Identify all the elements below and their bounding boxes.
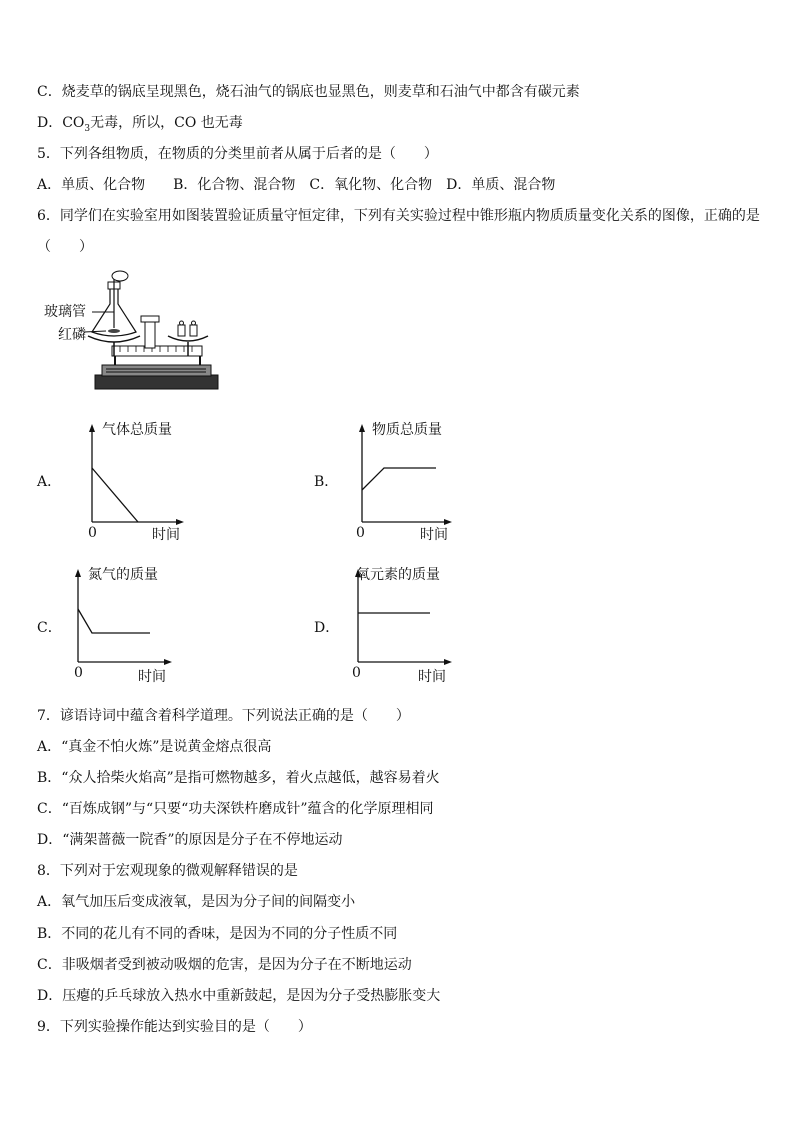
q6-option-c-label[interactable]: C． [37,620,62,636]
graph-a-line [92,468,138,522]
graph-c [66,565,186,690]
q8-stem: 8．下列对于宏观现象的微观解释错误的是 [37,863,298,879]
graph-c-line [78,609,150,633]
q7-option-c: C．“百炼成钢”与“只要“功夫深铁杵磨成针”蕴含的化学原理相同 [37,801,434,817]
graph-b-ylabel: 物质总质量 [372,422,442,438]
graph-a [80,420,200,545]
balance-apparatus-figure [40,270,220,395]
graph-b-origin: 0 [356,525,365,541]
q7-option-d: D．“满架蔷薇一院香”的原因是分子在不停地运动 [37,832,343,848]
graph-a-plot [80,420,200,545]
graph-d-xlabel: 时间 [418,669,446,685]
q4-option-d [37,114,243,138]
q6-option-d-label[interactable]: D． [314,620,340,636]
graph-c-xlabel: 时间 [138,669,166,685]
graph-d-plot [346,565,466,690]
label-red-phosphorus: 红磷 [58,327,86,343]
graph-b-plot [350,420,470,545]
q7-stem: 7．谚语诗词中蕴含着科学道理。下列说法正确的是（ ） [37,708,410,724]
graph-a-ylabel: 气体总质量 [102,422,172,438]
q6-blank: （ ） [37,239,93,255]
graph-c-ylabel: 氮气的质量 [88,567,158,583]
graph-d-ylabel: 氧元素的质量 [356,567,440,583]
graph-b [350,420,470,545]
label-glass-tube: 玻璃管 [44,304,86,320]
q6-option-b-label[interactable]: B． [314,474,339,490]
q5-stem: 5．下列各组物质，在物质的分类里前者从属于后者的是（ ） [37,146,438,162]
graph-a-xlabel: 时间 [152,527,180,543]
graph-c-plot [66,565,186,690]
q8-option-b: B．不同的花儿有不同的香味，是因为不同的分子性质不同 [37,926,398,942]
q5-options: A．单质、化合物 B．化合物、混合物 C．氧化物、化合物 D．单质、混合物 [37,177,556,193]
graph-b-line [362,468,436,490]
q4-option-d-text-b: 无毒，所以，CO 也无毒 [90,115,243,131]
q4-option-d-text-a: D．CO [37,115,85,131]
graph-c-origin: 0 [74,665,83,681]
q9-stem: 9．下列实验操作能达到实验目的是（ ） [37,1019,312,1035]
q6-stem: 6．同学们在实验室用如图装置验证质量守恒定律，下列有关实验过程中锥形瓶内物质质量变化关系的图像，正确的是 [37,208,760,224]
graph-a-origin: 0 [88,525,97,541]
q7-option-b: B．“众人拾柴火焰高”是指可燃物越多，着火点越低，越容易着火 [37,770,440,786]
q8-option-a: A．氧气加压后变成液氧，是因为分子间的间隔变小 [37,894,356,910]
graph-b-xlabel: 时间 [420,527,448,543]
q4-option-c: C．烧麦草的锅底呈现黑色，烧石油气的锅底也显黑色，则麦草和石油气中都含有碳元素 [37,84,580,100]
q8-option-d: D．压瘪的乒乓球放入热水中重新鼓起，是因为分子受热膨胀变大 [37,988,441,1004]
q4-option-d-subscript: 3 [84,123,91,134]
graph-d [346,565,466,690]
q6-option-a-label[interactable]: A． [37,474,62,490]
q7-option-a: A．“真金不怕火炼”是说黄金熔点很高 [37,739,272,755]
q8-option-c: C．非吸烟者受到被动吸烟的危害，是因为分子在不断地运动 [37,957,412,973]
graph-d-origin: 0 [352,665,361,681]
